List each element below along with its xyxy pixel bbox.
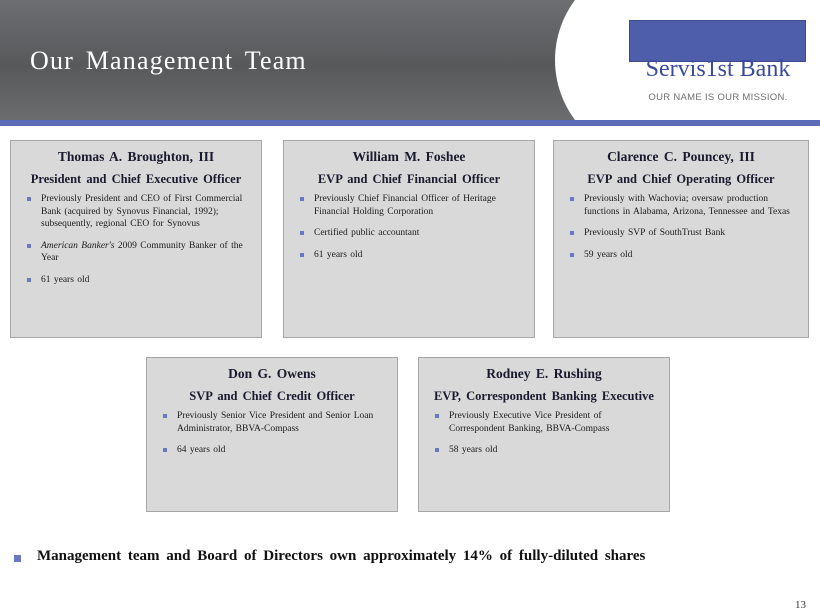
list-item: 64 years old — [161, 444, 387, 457]
bullet-marker-icon — [14, 555, 21, 562]
bio-role: President and Chief Executive Officer — [30, 172, 242, 186]
bio-name: Don G. Owens — [228, 366, 316, 381]
bio-bullet-list — [11, 193, 261, 286]
header-accent-rule — [0, 120, 820, 126]
bio-card-pouncey — [553, 140, 809, 338]
list-item: Previously Executive Vice President of Correspondent Banking, BBVA-Compass — [433, 410, 659, 435]
list-item: Previously SVP of SouthTrust Bank — [568, 227, 798, 240]
bio-card-owens — [146, 357, 398, 512]
list-item: 61 years old — [298, 249, 524, 262]
bio-card-rushing — [418, 357, 670, 512]
list-item: 61 years old — [25, 274, 251, 287]
bio-role: EVP and Chief Operating Officer — [587, 172, 775, 186]
bio-role: EVP and Chief Financial Officer — [317, 172, 501, 186]
bio-bullet-list — [554, 193, 808, 261]
bio-role: EVP, Correspondent Banking Executive — [434, 389, 654, 403]
list-item: Previously Senior Vice President and Senior Loan Administrator, BBVA-Compass — [161, 410, 387, 435]
bio-name: William M. Foshee — [352, 149, 466, 164]
page-number: 13 — [795, 599, 806, 611]
footer-note — [14, 548, 809, 565]
list-item: Previously with Wachovia; oversaw production functions in Alabama, Arizona, Tennessee and Texas — [568, 193, 798, 218]
list-item: 59 years old — [568, 249, 798, 262]
logo-wordmark — [628, 56, 808, 83]
bio-bullet-list — [419, 410, 669, 457]
list-item: Certified public accountant — [298, 227, 524, 240]
bio-card-foshee — [283, 140, 535, 338]
bio-card-broughton — [10, 140, 262, 338]
logo-tagline: OUR NAME IS OUR MISSION. — [648, 92, 788, 103]
bio-name: Rodney E. Rushing — [486, 366, 602, 381]
bio-bullet-list — [147, 410, 397, 457]
bio-name: Thomas A. Broughton, III — [57, 149, 215, 164]
page-title: Our Management Team — [30, 46, 307, 75]
bio-bullet-list — [284, 193, 534, 261]
list-item: Previously Chief Financial Officer of Heritage Financial Holding Corporation — [298, 193, 524, 218]
logo-word-servis: Servis — [645, 56, 706, 82]
footer-note-text: Management team and Board of Directors own approximately 14% of fully-diluted shares — [37, 548, 646, 564]
list-item: Previously President and CEO of First Commercial Bank (acquired by Synovus Financial, 1992); subsequently, regional CEO for Synovus — [25, 193, 251, 231]
logo-word-1st-bank: 1st Bank — [705, 56, 791, 82]
list-item: American Banker's 2009 Community Banker of the Year — [25, 240, 251, 265]
bio-role: SVP and Chief Credit Officer — [189, 389, 355, 403]
bio-name: Clarence C. Pouncey, III — [607, 149, 755, 164]
list-item: 58 years old — [433, 444, 659, 457]
